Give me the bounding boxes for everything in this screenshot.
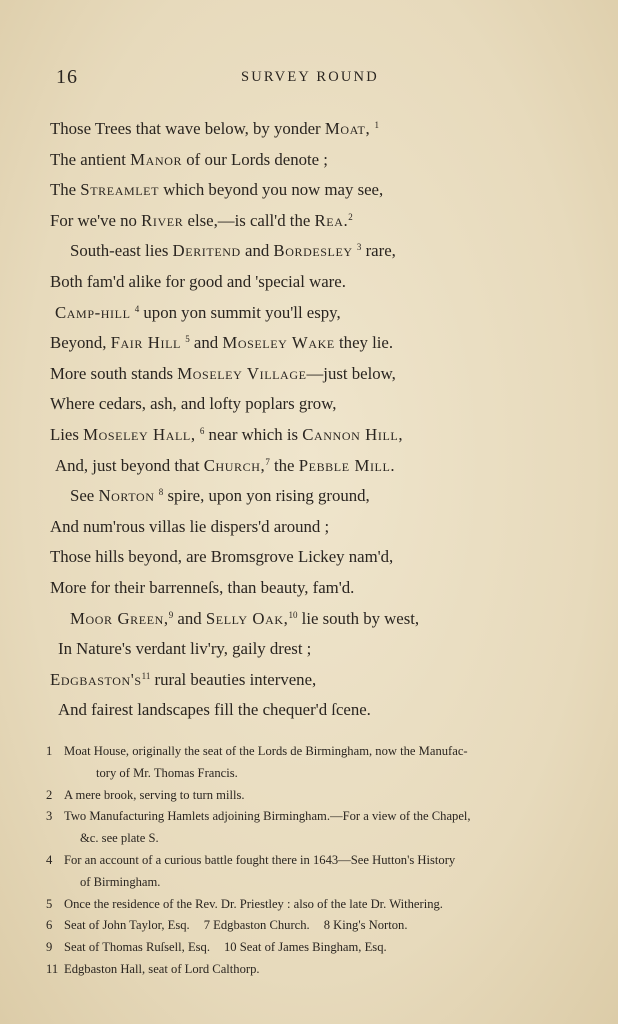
poem-text: spire, upon yon rising ground, [163,486,370,506]
footnote-continuation [46,872,586,894]
poem-text: the [269,455,299,475]
poem-text: In Nature's verdant liv'ry, gaily drest ; [58,639,312,659]
footnotes [46,741,586,981]
place-name: Fair Hill [110,333,181,353]
footnote [46,959,586,981]
footnote-text: Once the residence of the Rev. Dr. Priestley : also of the late Dr. Withering. [64,896,443,911]
place-name: Norton [98,486,155,506]
poem-text: The [50,180,81,200]
footnote-number: 11 [46,961,59,976]
poem-text: lie south by west, [297,608,420,628]
poem-line [50,206,570,237]
poem-text: More south stands [50,363,178,383]
footnote [46,806,586,828]
place-name: Moseley Wake [222,333,335,353]
footnote-text: Moat House, originally the seat of the Lords de Birmingham, now the Manufac- [64,744,468,758]
footnote-text: Seat of John Taylor, Esq. [64,918,190,933]
footnote-ref: 1 [374,120,379,130]
poem-line [50,451,570,482]
place-name: Rea. [314,210,349,230]
poem-line [50,481,570,512]
footnote-number: 2 [46,787,53,802]
place-name: Manor [130,149,183,169]
footnote-number: 7 [203,918,214,933]
place-name: Church, [203,455,266,475]
footnote-text: &c. see plate S. [80,831,159,846]
place-name: Camp-hill [55,302,131,322]
footnote-ref: 3 [356,242,362,253]
poem-line [50,634,570,665]
place-name: Moseley Hall, [83,424,196,444]
poem-text: else,—is call'd the [183,210,315,230]
footnote [46,937,586,959]
footnote-text: Two Manufacturing Hamlets adjoining Birmingham.—For a view of the Chapel, [64,809,471,824]
poem-text: rural beauties intervene, [150,669,317,689]
footnote-ref: 6 [199,425,205,436]
place-name: Pebble Mill. [298,455,396,475]
poem-text: And num'rous villas lie dispers'd around ; [50,516,330,536]
poem-text: near which is [204,424,303,444]
poem-text: and [189,333,223,353]
footnote-number: 4 [46,852,53,867]
footnote-number: 3 [46,809,53,824]
footnote-text: Seat of James Bingham, Esq. [239,940,387,955]
footnote-ref: 2 [348,211,353,222]
place-name: Moseley Village [177,363,307,383]
footnote-ref: 9 [168,609,174,620]
poem-text: which beyond you now may see, [159,180,384,200]
poem-line [50,328,570,359]
poem-line [50,389,570,420]
footnote-ref: 10 [288,609,298,620]
poem-line [50,359,570,390]
footnote-text: of Birmingham. [80,874,161,889]
poem-text: Beyond, [50,333,111,353]
place-name: Moat, [324,119,371,138]
footnote-continuation [46,763,586,785]
poem-text: For we've no [50,210,142,230]
place-name: Edgbaston's [50,669,142,689]
footnote-text: tory of Mr. Thomas Francis. [96,765,238,780]
poem-line [50,512,570,543]
place-name: Cannon Hill, [302,424,404,444]
footnote-number: 6 [46,918,53,933]
footnote [46,915,586,937]
place-name: Selly Oak, [205,608,289,628]
footnote [46,850,586,872]
place-name: Bordesley [273,241,353,261]
poem-line [50,175,570,206]
poem-line [50,145,570,176]
poem-line [50,236,570,267]
poem-text: Lies [50,424,84,444]
poem-line [50,114,570,145]
poem-text: See [70,486,99,506]
poem-text: Where cedars, ash, and lofty poplars grow, [50,394,337,414]
poem-line [50,695,570,726]
footnote-text: Edgbaston Hall, seat of Lord Calthorp. [64,961,260,976]
poem-text: And, just beyond that [55,455,204,475]
poem-verse [50,114,570,726]
footnote-number: 9 [46,940,53,955]
footnote-text: King's Norton. [333,918,408,933]
poem-text: rare, [361,241,396,261]
footnote-ref: 11 [141,670,151,681]
place-name: Deritend [172,241,241,261]
place-name: River [141,210,184,230]
poem-line [50,420,570,451]
footnote [46,894,586,916]
footnote-number: 8 [323,918,334,933]
poem-text: Those hills beyond, are Bromsgrove Lickey nam'd, [50,547,394,567]
poem-line [50,267,570,298]
footnote-text: Edgbaston Church. [213,918,310,933]
footnote-number: 10 [223,940,240,955]
poem-text: South-east lies [70,241,173,261]
poem-text: More for their barrenneſs, than beauty, fam'd. [50,577,355,597]
poem-line [50,542,570,573]
page-number: 16 [56,66,78,88]
footnote [46,785,586,807]
poem-text: And fairest landscapes fill the chequer'd ſcene. [58,700,371,720]
place-name: Streamlet [80,180,160,200]
poem-text: —just below, [306,363,396,383]
footnote-text: Seat of Thomas Ruſsell, Esq. [64,940,210,955]
footnote-text: A mere brook, serving to turn mills. [64,787,245,802]
footnote-text: For an account of a curious battle fought there in 1643—See Hutton's History [64,852,456,867]
footnote-ref: 5 [185,334,190,345]
poem-line [50,604,570,635]
poem-text: of our Lords denote ; [182,149,328,169]
poem-line [50,573,570,604]
poem-text: upon yon summit you'll espy, [139,302,341,322]
poem-line [50,665,570,696]
footnote-number: 1 [46,744,53,758]
poem-text: and [240,241,274,261]
poem-text: Those Trees that wave below, by yonder [50,119,325,138]
poem-text: and [173,608,206,628]
poem-text: they lie. [334,333,394,353]
place-name: Moor Green, [70,608,169,628]
footnote-ref: 8 [158,487,164,498]
footnote-number: 5 [46,896,53,911]
page-header [56,66,560,90]
footnote-ref: 4 [134,303,140,314]
poem-text: The antient [50,149,131,169]
poem-text: Both fam'd alike for good and 'special ware. [50,271,346,291]
running-head: SURVEY ROUND [241,69,379,85]
footnote [46,741,586,763]
poem-line [50,298,570,329]
footnote-ref: 7 [265,456,270,467]
footnote-continuation [46,828,586,850]
